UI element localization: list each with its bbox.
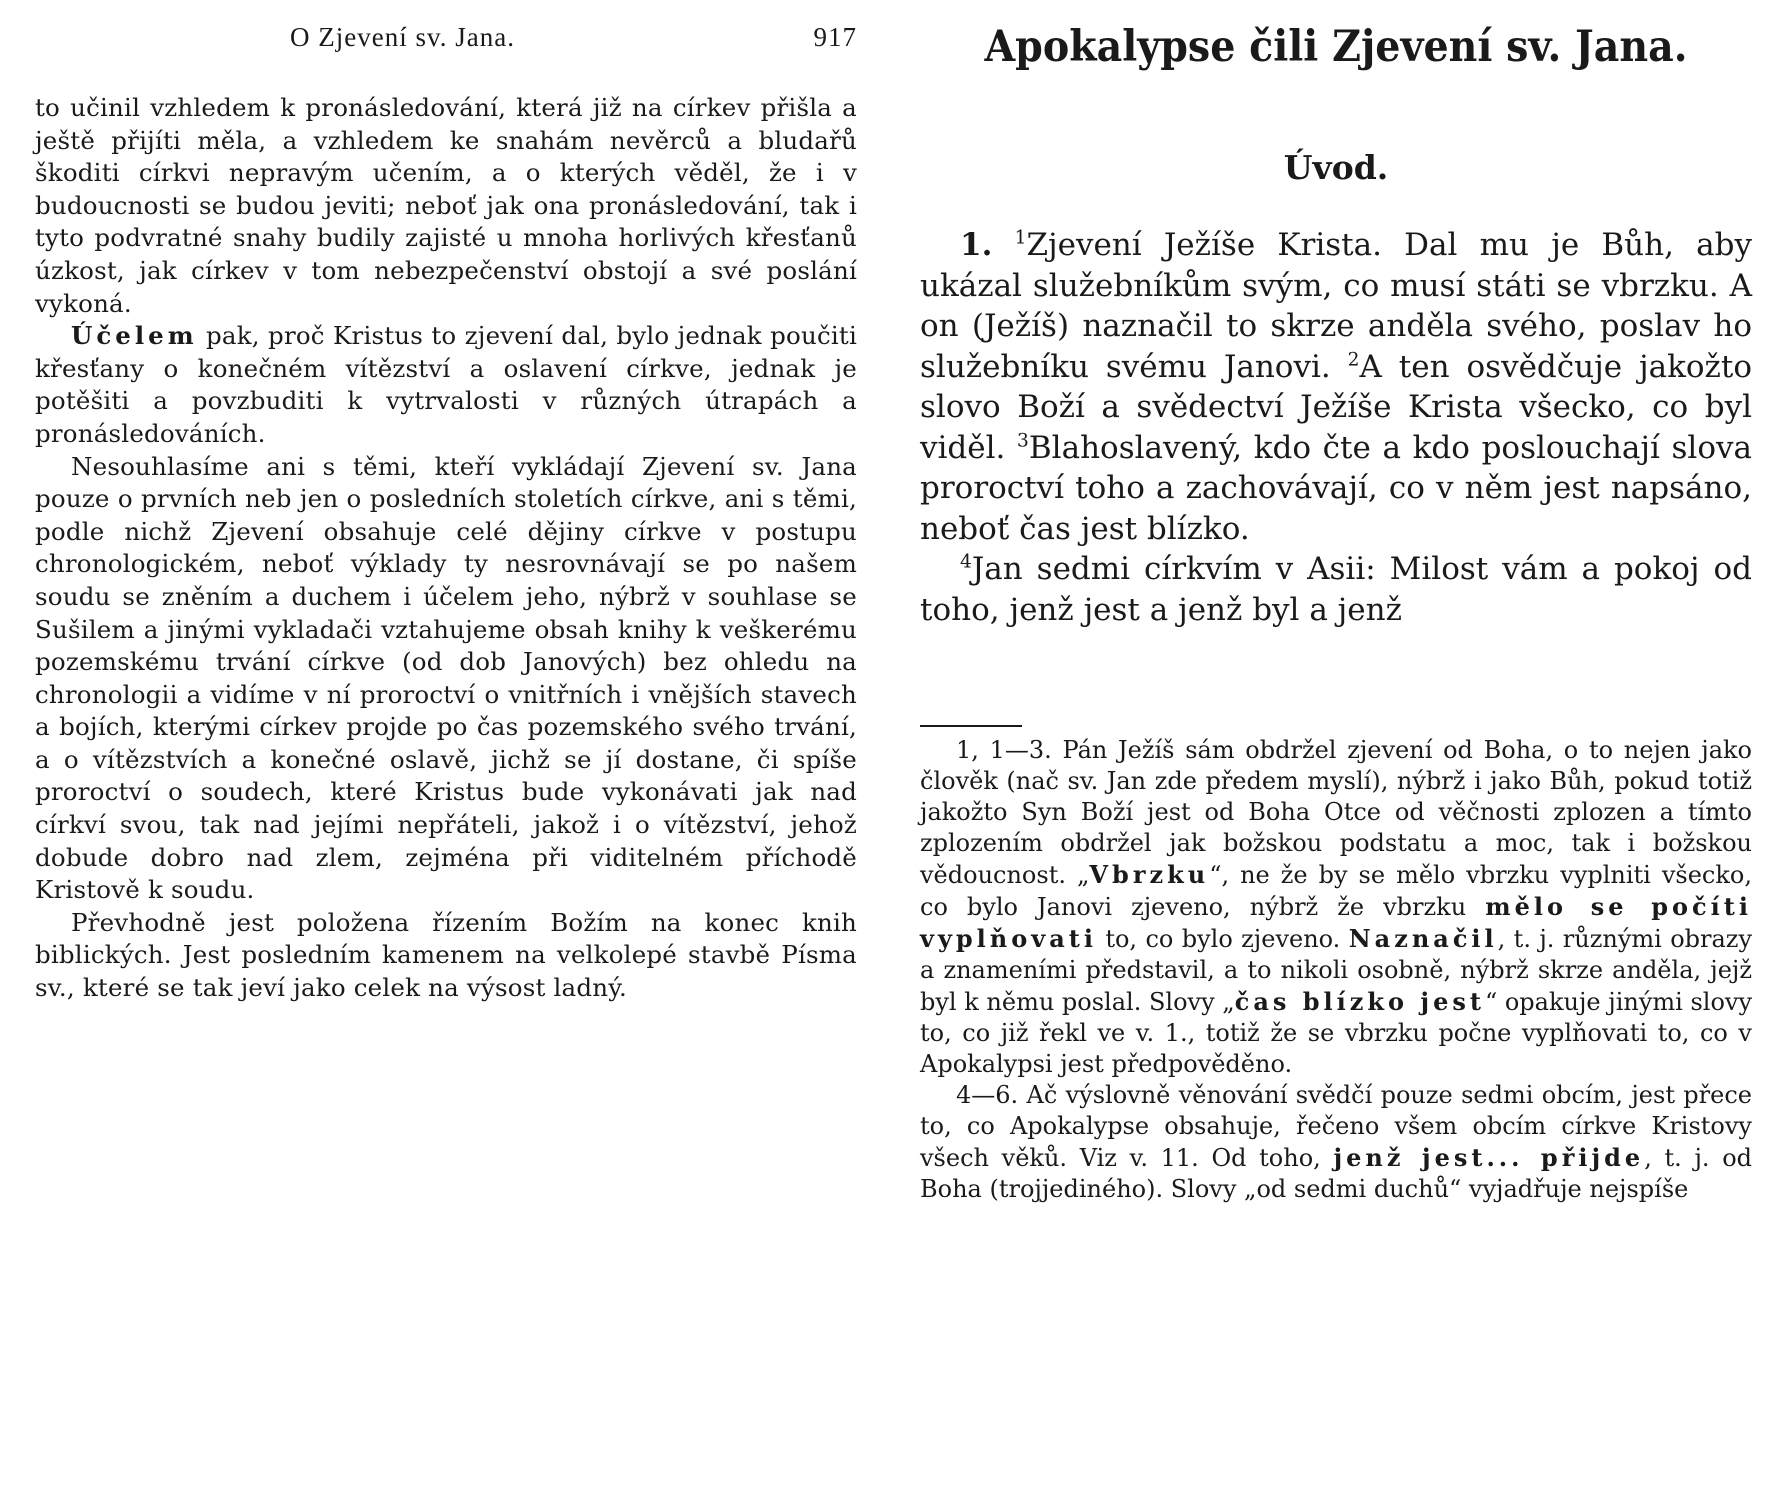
scripture-text <box>920 225 1752 630</box>
paragraph-3: Nesouhlasíme ani s těmi, kteří vykládají Zjevení sv. Jana pouze o prvních neb jen o posledních stoletích církve, ani s těmi, podle nichž Zjevení obsahuje celé dějiny církve v postupu chronologickém, neboť výklady ty nesrovnávají se po našem soudu se zněním a duchem i účelem jeho, nýbrž v souhlase se Sušilem a jinými vykladači vztahujeme obsah knihy k veškerému pozemskému trvání církve (od dob Janových) bez ohledu na chronologii a vidíme v ní proroctví o vnitřních i vnějších stavech a bojích, kterými církev projde po čas pozemského svého trvání, a o vítězstvích a konečné oslavě, jichž se jí dostane, či spíše proroctví o soudech, které Kristus bude vykonávati jak nad církví svou, tak nad jejími nepřáteli, jakož i o vítězství, jehož dobude dobro nad zlem, zejména při viditelném příchodě Kristově k soudu. <box>35 451 857 905</box>
verse-marker-3: 3 <box>1017 430 1029 452</box>
verse-1: Zjevení Ježíše Krista. Dal mu je Bůh, aby ukázal služebníkům svým, co musí státi se vbrzku. A on (Ježíš) naznačil to skrze anděla svého, poslav ho služebníku svému Janovi. <box>920 227 1752 385</box>
emphasis-ucelem: Účelem <box>71 321 198 351</box>
paragraph-4: Převhodně jest položena řízením Božím na konec knih biblických. Jest posledním kamenem na velkolepé stavbě Písma sv., které se tak jeví jako celek na výsost ladný. <box>35 907 857 1003</box>
verses-1-3 <box>920 225 1752 549</box>
footnote-divider <box>920 725 1022 727</box>
book-title: Apokalypse čili Zjevení sv. Jana. <box>984 22 1688 72</box>
note-1-text-c: to, co bylo zjeveno. <box>1096 925 1349 953</box>
note-1-term-vbrzku: Vbrzku <box>1089 860 1210 889</box>
paragraph-2-text: pak, proč Kristus to zjevení dal, bylo jednak poučiti křesťany o konečném vítězství a oslavení církve, jednak je potěšiti a povzbuditi k vytrvalosti v různých útrapách a pronásledováních. <box>35 321 857 448</box>
paragraph-2 <box>35 320 857 450</box>
left-body-text <box>35 92 857 1005</box>
page-number: 917 <box>813 22 857 52</box>
note-2-text-b: , t. j. od Boha (trojjediného). Slovy „od sedmi duchů“ vyjadřuje nejspíše <box>920 1144 1753 1203</box>
verse-3: Blahoslavený, kdo čte a kdo poslouchají slova proroctví toho a zachovávají, co v něm jest napsáno, neboť čas jest blízko. <box>920 429 1752 547</box>
running-title: O Zjevení sv. Jana. <box>290 22 515 52</box>
verse-4: Jan sedmi církvím v Asii: Milost vám a pokoj od toho, jenž jest a jenž byl a jenž <box>920 551 1752 628</box>
verse-marker-4: 4 <box>960 551 972 573</box>
note-1-text-e: “ opakuje jinými slovy to, co již řekl ve v. 1., totiž že se vbrzku počne vyplňovati to, co v Apokalypsi jest předpověděno. <box>920 988 1753 1078</box>
verse-4-paragraph <box>920 549 1752 630</box>
verse-2: A ten osvědčuje jakožto slovo Boží a svědectví Ježíše Krista všecko, co byl viděl. <box>920 348 1752 466</box>
paragraph-1: to učinil vzhledem k pronásledování, která již na církev přišla a ještě přijíti měla, a vzhledem ke snahám nevěrců a bludařů škoditi církvi nepravým učením, a o kterých věděl, že i v budoucnosti se budou jeviti; neboť jak ona pronásledování, tak i tyto podvratné snahy budily zajisté u mnoha horlivých křesťanů úzkost, jak církev v tom nebezpečenství obstojí a své poslání vykoná. <box>35 93 857 318</box>
commentary-note-2 <box>920 1080 1752 1205</box>
note-2-term-jenz-jest: jenž jest... přijde <box>1333 1143 1645 1172</box>
note-2-text-a: Ač výslovně věnování svědčí pouze sedmi obcím, jest přece to, co Apokalypse obsahuje, řečeno všem obcím církve Kristovy všech věků. Viz v. 11. Od toho, <box>920 1081 1752 1172</box>
chapter-number: 1. <box>960 227 993 263</box>
running-head <box>35 22 857 62</box>
note-1-term-naznacil: Naznačil <box>1348 924 1498 953</box>
note-2-reference: 4—6. <box>956 1081 1019 1109</box>
note-1-text-a: Pán Ježíš sám obdržel zjevení od Boha, o to nejen jako člověk (nač sv. Jan zde předem myslí), nýbrž i jako Bůh, pokud totiž jakožto Syn Boží jest od Boha Otce od věčnosti zplozen a tímto zplozením obdržel jak božskou podstatu a moc, tak i božskou vědoucnost. „ <box>920 736 1752 889</box>
note-1-text-d: , t. j. různými obrazy a znameními představil, a to nikoli osobně, nýbrž skrze anděla, jejž byl k němu poslal. Slovy „ <box>920 925 1753 1016</box>
verse-marker-2: 2 <box>1347 349 1360 371</box>
note-1-text-b: “, ne že by se mělo vbrzku vyplniti všecko, co bylo Janovi zjeveno, nýbrž že vbrzku <box>920 861 1752 921</box>
verse-marker-1: 1 <box>1014 227 1027 249</box>
section-heading: Úvod. <box>1283 148 1389 187</box>
note-1-term-cas: čas blízko jest <box>1234 987 1485 1016</box>
note-1-term-vyplnovati: mělo se počíti vyplňovati <box>920 892 1752 953</box>
commentary-note-1 <box>920 735 1752 1080</box>
note-1-reference: 1, 1—3. <box>956 736 1052 764</box>
commentary <box>920 735 1752 1205</box>
